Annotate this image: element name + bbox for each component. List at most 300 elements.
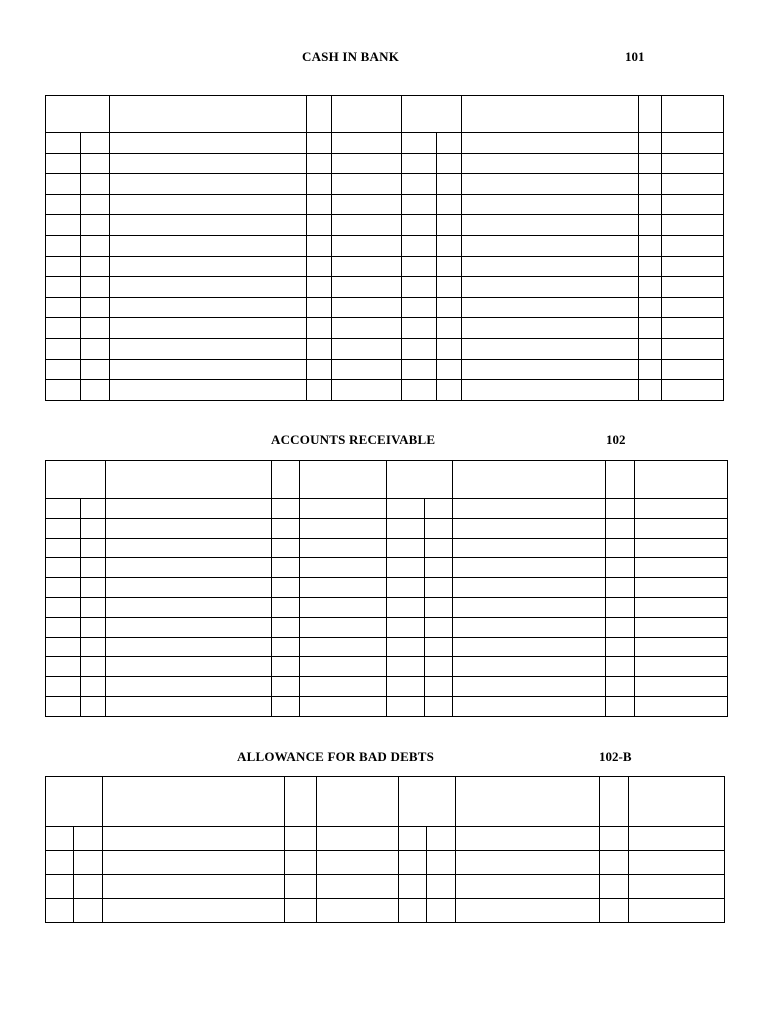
ledger-cell[interactable] [332, 153, 402, 174]
ledger-cell[interactable] [462, 277, 639, 298]
ledger-cell[interactable] [106, 538, 272, 558]
ledger-cell[interactable] [81, 235, 110, 256]
ledger-cell[interactable] [106, 518, 272, 538]
ledger-cell[interactable] [425, 597, 453, 617]
ledger-cell[interactable] [453, 597, 606, 617]
ledger-cell[interactable] [606, 657, 635, 677]
ledger-cell[interactable] [81, 297, 110, 318]
ledger-cell[interactable] [453, 558, 606, 578]
ledger-cell[interactable] [103, 875, 285, 899]
ledger-cell[interactable] [425, 617, 453, 637]
ledger-cell[interactable] [437, 318, 462, 339]
ledger-cell[interactable] [399, 875, 427, 899]
ledger-cell[interactable] [635, 617, 728, 637]
ledger-cell[interactable] [46, 174, 81, 195]
ledger-cell[interactable] [606, 499, 635, 519]
ledger-cell[interactable] [81, 359, 110, 380]
ledger-cell[interactable] [462, 359, 639, 380]
ledger-cell[interactable] [46, 256, 81, 277]
ledger-cell[interactable] [629, 827, 725, 851]
table-row [46, 359, 724, 380]
ledger-cell[interactable] [402, 318, 437, 339]
ledger-cell[interactable] [81, 499, 106, 519]
ledger-cell[interactable] [399, 827, 427, 851]
ledger-cell[interactable] [635, 677, 728, 697]
ledger-cell[interactable] [387, 677, 425, 697]
ledger-cell[interactable] [272, 578, 300, 598]
ledger-cell[interactable] [81, 578, 106, 598]
ledger-cell[interactable] [106, 696, 272, 716]
ledger-cell[interactable] [272, 657, 300, 677]
ledger-cell[interactable] [81, 380, 110, 401]
ledger-cell[interactable] [635, 518, 728, 538]
ledger-cell[interactable] [606, 518, 635, 538]
ledger-cell[interactable] [272, 637, 300, 657]
ledger-cell[interactable] [453, 637, 606, 657]
ledger-cell[interactable] [402, 297, 437, 318]
ledger-cell[interactable] [300, 617, 387, 637]
ledger-cell[interactable] [600, 899, 629, 923]
ledger-cell[interactable] [74, 851, 103, 875]
ledger-cell[interactable] [600, 875, 629, 899]
ledger-cell[interactable] [387, 696, 425, 716]
ledger-cell[interactable] [46, 696, 81, 716]
ledger-cell[interactable] [106, 657, 272, 677]
ledger-cell[interactable] [462, 235, 639, 256]
table-row [46, 194, 724, 215]
ledger-cell[interactable] [639, 153, 662, 174]
ledger-cell[interactable] [307, 235, 332, 256]
ledger-cell[interactable] [606, 677, 635, 697]
ledger-cell[interactable] [462, 215, 639, 236]
ledger-cell[interactable] [110, 297, 307, 318]
ledger-cell[interactable] [387, 499, 425, 519]
ledger-cell[interactable] [462, 133, 639, 154]
ledger-cell[interactable] [662, 380, 724, 401]
ledger-cell[interactable] [453, 617, 606, 637]
ledger-cell[interactable] [81, 558, 106, 578]
ledger-cell[interactable] [317, 875, 399, 899]
ledger-cell[interactable] [453, 538, 606, 558]
ledger-cell[interactable] [437, 174, 462, 195]
ledger-cell[interactable] [437, 194, 462, 215]
ledger-cell[interactable] [456, 827, 600, 851]
ledger-cell[interactable] [387, 518, 425, 538]
ledger-cell[interactable] [453, 499, 606, 519]
ledger-cell[interactable] [639, 174, 662, 195]
ledger-cell[interactable] [81, 338, 110, 359]
ledger-cell[interactable] [635, 696, 728, 716]
ledger-cell[interactable] [46, 899, 74, 923]
ledger-cell[interactable] [332, 338, 402, 359]
ledger-header-cell [606, 461, 635, 499]
ledger-cell[interactable] [46, 617, 81, 637]
ledger-cell[interactable] [300, 578, 387, 598]
ledger-cell[interactable] [425, 696, 453, 716]
ledger-cell[interactable] [81, 194, 110, 215]
ledger-cell[interactable] [81, 677, 106, 697]
ledger-cell[interactable] [307, 153, 332, 174]
ledger-cell[interactable] [639, 235, 662, 256]
ledger-cell[interactable] [402, 256, 437, 277]
ledger-header-cell [462, 96, 639, 133]
ledger-cell[interactable] [425, 558, 453, 578]
ledger-cell[interactable] [46, 133, 81, 154]
ledger-cell[interactable] [402, 194, 437, 215]
ledger-cell[interactable] [399, 851, 427, 875]
ledger-cell[interactable] [437, 153, 462, 174]
ledger-cell[interactable] [662, 277, 724, 298]
ledger-cell[interactable] [272, 597, 300, 617]
ledger-cell[interactable] [307, 174, 332, 195]
ledger-cell[interactable] [332, 194, 402, 215]
ledger-cell[interactable] [307, 215, 332, 236]
ledger-cell[interactable] [285, 851, 317, 875]
ledger-cell[interactable] [606, 637, 635, 657]
ledger-cell[interactable] [307, 297, 332, 318]
ledger-cell[interactable] [81, 256, 110, 277]
ledger-cell[interactable] [46, 578, 81, 598]
ledger-cell[interactable] [639, 133, 662, 154]
ledger-cell[interactable] [606, 617, 635, 637]
ledger-cell[interactable] [81, 174, 110, 195]
ledger-cell[interactable] [272, 696, 300, 716]
ledger-cell[interactable] [456, 851, 600, 875]
ledger-cell[interactable] [317, 899, 399, 923]
ledger-cell[interactable] [106, 558, 272, 578]
ledger-cell[interactable] [332, 318, 402, 339]
table-row [46, 696, 728, 716]
ledger-cell[interactable] [81, 597, 106, 617]
ledger-cell[interactable] [300, 518, 387, 538]
ledger-cell[interactable] [462, 318, 639, 339]
ledger-cell[interactable] [110, 174, 307, 195]
ledger-cell[interactable] [307, 338, 332, 359]
ledger-cell[interactable] [46, 235, 81, 256]
ledger-cell[interactable] [46, 677, 81, 697]
ledger-cell[interactable] [387, 657, 425, 677]
ledger-cell[interactable] [635, 657, 728, 677]
ledger-cell[interactable] [285, 899, 317, 923]
ledger-cell[interactable] [46, 657, 81, 677]
ledger-cell[interactable] [639, 297, 662, 318]
ledger-cell[interactable] [639, 318, 662, 339]
ledger-cell[interactable] [110, 359, 307, 380]
ledger-cell[interactable] [285, 875, 317, 899]
ledger-header-cell [635, 461, 728, 499]
ledger-header-cell [600, 777, 629, 827]
ledger-cell[interactable] [425, 578, 453, 598]
ledger-cell[interactable] [453, 657, 606, 677]
ledger-cell[interactable] [606, 578, 635, 598]
ledger-cell[interactable] [332, 359, 402, 380]
ledger-cell[interactable] [46, 597, 81, 617]
ledger-cell[interactable] [402, 153, 437, 174]
ledger-cell[interactable] [462, 153, 639, 174]
ledger-cell[interactable] [635, 558, 728, 578]
ledger-cell[interactable] [110, 277, 307, 298]
ledger-cell[interactable] [387, 578, 425, 598]
ledger-cell[interactable] [387, 597, 425, 617]
ledger-cell[interactable] [110, 153, 307, 174]
ledger-cell[interactable] [606, 538, 635, 558]
ledger-cell[interactable] [402, 174, 437, 195]
ledger-cell[interactable] [402, 277, 437, 298]
ledger-cell[interactable] [272, 617, 300, 637]
ledger-cell[interactable] [332, 297, 402, 318]
ledger-cell[interactable] [46, 359, 81, 380]
ledger-cell[interactable] [662, 153, 724, 174]
ledger-cell[interactable] [425, 657, 453, 677]
ledger-cell[interactable] [662, 359, 724, 380]
ledger-cell[interactable] [300, 558, 387, 578]
ledger-cell[interactable] [606, 597, 635, 617]
ledger-cell[interactable] [662, 297, 724, 318]
ledger-cell[interactable] [106, 677, 272, 697]
ledger-cell[interactable] [272, 538, 300, 558]
ledger-cell[interactable] [629, 875, 725, 899]
ledger-cell[interactable] [106, 499, 272, 519]
ledger-cell[interactable] [437, 338, 462, 359]
ledger-header-cell [402, 96, 462, 133]
ledger-cell[interactable] [453, 518, 606, 538]
ledger-cell[interactable] [272, 558, 300, 578]
ledger-cell[interactable] [46, 637, 81, 657]
ledger-cell[interactable] [46, 277, 81, 298]
ledger-cell[interactable] [437, 256, 462, 277]
ledger-cell[interactable] [74, 899, 103, 923]
ledger-cell[interactable] [635, 499, 728, 519]
ledger-cell[interactable] [106, 617, 272, 637]
ledger-cell[interactable] [600, 851, 629, 875]
account-title: ALLOWANCE FOR BAD DEBTS [237, 749, 435, 764]
ledger-cell[interactable] [453, 578, 606, 598]
ledger-cell[interactable] [662, 215, 724, 236]
ledger-cell[interactable] [307, 194, 332, 215]
table-row [46, 851, 725, 875]
ledger-cell[interactable] [425, 518, 453, 538]
ledger-cell[interactable] [462, 338, 639, 359]
ledger-cell[interactable] [272, 499, 300, 519]
ledger-cell[interactable] [81, 277, 110, 298]
ledger-cell[interactable] [307, 380, 332, 401]
ledger-cell[interactable] [437, 235, 462, 256]
ledger-cell[interactable] [402, 359, 437, 380]
ledger-cell[interactable] [332, 133, 402, 154]
ledger-cell[interactable] [662, 318, 724, 339]
ledger-cell[interactable] [110, 380, 307, 401]
ledger-cell[interactable] [110, 194, 307, 215]
ledger-cell[interactable] [402, 133, 437, 154]
ledger-cell[interactable] [272, 677, 300, 697]
ledger-cell[interactable] [402, 215, 437, 236]
ledger-cell[interactable] [402, 380, 437, 401]
ledger-cell[interactable] [81, 133, 110, 154]
ledger-cell[interactable] [639, 256, 662, 277]
ledger-cell[interactable] [427, 851, 456, 875]
ledger-cell[interactable] [317, 851, 399, 875]
ledger-cell[interactable] [635, 578, 728, 598]
ledger-cell[interactable] [425, 677, 453, 697]
ledger-cell[interactable] [46, 215, 81, 236]
ledger-cell[interactable] [662, 235, 724, 256]
ledger-cell[interactable] [81, 657, 106, 677]
ledger-cell[interactable] [600, 827, 629, 851]
ledger-cell[interactable] [103, 827, 285, 851]
ledger-cell[interactable] [46, 851, 74, 875]
ledger-cell[interactable] [46, 153, 81, 174]
ledger-cell[interactable] [425, 637, 453, 657]
ledger-cell[interactable] [307, 256, 332, 277]
ledger-cell[interactable] [437, 277, 462, 298]
ledger-cell[interactable] [437, 133, 462, 154]
ledger-cell[interactable] [332, 215, 402, 236]
ledger-cell[interactable] [387, 637, 425, 657]
ledger-cell[interactable] [662, 174, 724, 195]
ledger-cell[interactable] [399, 899, 427, 923]
ledger-cell[interactable] [46, 338, 81, 359]
ledger-cell[interactable] [74, 875, 103, 899]
ledger-cell[interactable] [639, 338, 662, 359]
ledger-cell[interactable] [317, 827, 399, 851]
ledger-cell[interactable] [427, 875, 456, 899]
ledger-cell[interactable] [300, 696, 387, 716]
ledger-cell[interactable] [427, 899, 456, 923]
ledger-cell[interactable] [272, 518, 300, 538]
ledger-cell[interactable] [387, 538, 425, 558]
ledger-cell[interactable] [300, 538, 387, 558]
ledger-cell[interactable] [46, 875, 74, 899]
ledger-cell[interactable] [662, 194, 724, 215]
ledger-cell[interactable] [110, 338, 307, 359]
ledger-cell[interactable] [81, 617, 106, 637]
ledger-cell[interactable] [74, 827, 103, 851]
ledger-cell[interactable] [110, 133, 307, 154]
ledger-cell[interactable] [425, 499, 453, 519]
ledger-cell[interactable] [456, 875, 600, 899]
ledger-cell[interactable] [639, 277, 662, 298]
ledger-cell[interactable] [462, 174, 639, 195]
ledger-header-cell [317, 777, 399, 827]
ledger-cell[interactable] [106, 637, 272, 657]
ledger-cell[interactable] [46, 194, 81, 215]
ledger-cell[interactable] [332, 380, 402, 401]
ledger-cell[interactable] [456, 899, 600, 923]
ledger-cell[interactable] [606, 696, 635, 716]
ledger-cell[interactable] [639, 359, 662, 380]
table-row [46, 677, 728, 697]
ledger-cell[interactable] [662, 338, 724, 359]
ledger-cell[interactable] [462, 297, 639, 318]
ledger-cell[interactable] [46, 297, 81, 318]
ledger-cell[interactable] [307, 359, 332, 380]
ledger-cell[interactable] [300, 499, 387, 519]
ledger-cell[interactable] [81, 153, 110, 174]
ledger-cell[interactable] [606, 558, 635, 578]
table-row [46, 899, 725, 923]
ledger-cell[interactable] [110, 215, 307, 236]
ledger-cell[interactable] [110, 235, 307, 256]
ledger-cell[interactable] [110, 318, 307, 339]
ledger-cell[interactable] [662, 133, 724, 154]
ledger-cell[interactable] [332, 235, 402, 256]
ledger-cell[interactable] [46, 380, 81, 401]
ledger-cell[interactable] [106, 597, 272, 617]
ledger-header-cell [272, 461, 300, 499]
ledger-cell[interactable] [46, 558, 81, 578]
ledger-cell[interactable] [437, 359, 462, 380]
ledger-cell[interactable] [332, 256, 402, 277]
ledger-cell[interactable] [285, 827, 317, 851]
ledger-cell[interactable] [437, 215, 462, 236]
table-row [46, 256, 724, 277]
ledger-cell[interactable] [639, 194, 662, 215]
ledger-cell[interactable] [81, 637, 106, 657]
ledger-cell[interactable] [629, 899, 725, 923]
ledger-cell[interactable] [307, 277, 332, 298]
ledger-cell[interactable] [639, 215, 662, 236]
ledger-cell[interactable] [300, 677, 387, 697]
ledger-cell[interactable] [427, 827, 456, 851]
ledger-cell[interactable] [462, 380, 639, 401]
ledger-cell[interactable] [332, 277, 402, 298]
ledger-header-cell [629, 777, 725, 827]
ledger-cell[interactable] [639, 380, 662, 401]
table-row [46, 518, 728, 538]
ledger-header-cell [453, 461, 606, 499]
ledger-cell[interactable] [81, 696, 106, 716]
ledger-cell[interactable] [453, 677, 606, 697]
ledger-cell[interactable] [635, 637, 728, 657]
ledger-cell[interactable] [387, 617, 425, 637]
ledger-cell[interactable] [46, 827, 74, 851]
ledger-cell[interactable] [46, 499, 81, 519]
ledger-cell[interactable] [81, 538, 106, 558]
ledger-cell[interactable] [462, 256, 639, 277]
ledger-cell[interactable] [402, 235, 437, 256]
ledger-cell[interactable] [46, 538, 81, 558]
ledger-cell[interactable] [629, 851, 725, 875]
ledger-cell[interactable] [81, 215, 110, 236]
ledger-cell[interactable] [635, 597, 728, 617]
ledger-cell[interactable] [300, 597, 387, 617]
ledger-cell[interactable] [300, 637, 387, 657]
ledger-cell[interactable] [81, 518, 106, 538]
ledger-cell[interactable] [332, 174, 402, 195]
ledger-cell[interactable] [402, 338, 437, 359]
ledger-cell[interactable] [307, 318, 332, 339]
ledger-cell[interactable] [437, 380, 462, 401]
ledger-cell[interactable] [453, 696, 606, 716]
ledger-cell[interactable] [81, 318, 110, 339]
ledger-cell[interactable] [46, 318, 81, 339]
ledger-cell[interactable] [46, 518, 81, 538]
ledger-cell[interactable] [387, 558, 425, 578]
ledger-cell[interactable] [103, 899, 285, 923]
ledger-cell[interactable] [110, 256, 307, 277]
ledger-cell[interactable] [106, 578, 272, 598]
ledger-cell[interactable] [425, 538, 453, 558]
ledger-cell[interactable] [437, 297, 462, 318]
ledger-header-cell [110, 96, 307, 133]
ledger-cell[interactable] [635, 538, 728, 558]
ledger-header-cell [46, 96, 110, 133]
ledger-cell[interactable] [462, 194, 639, 215]
ledger-cell[interactable] [103, 851, 285, 875]
ledger-cell[interactable] [662, 256, 724, 277]
ledger-cell[interactable] [300, 657, 387, 677]
ledger-cell[interactable] [307, 133, 332, 154]
